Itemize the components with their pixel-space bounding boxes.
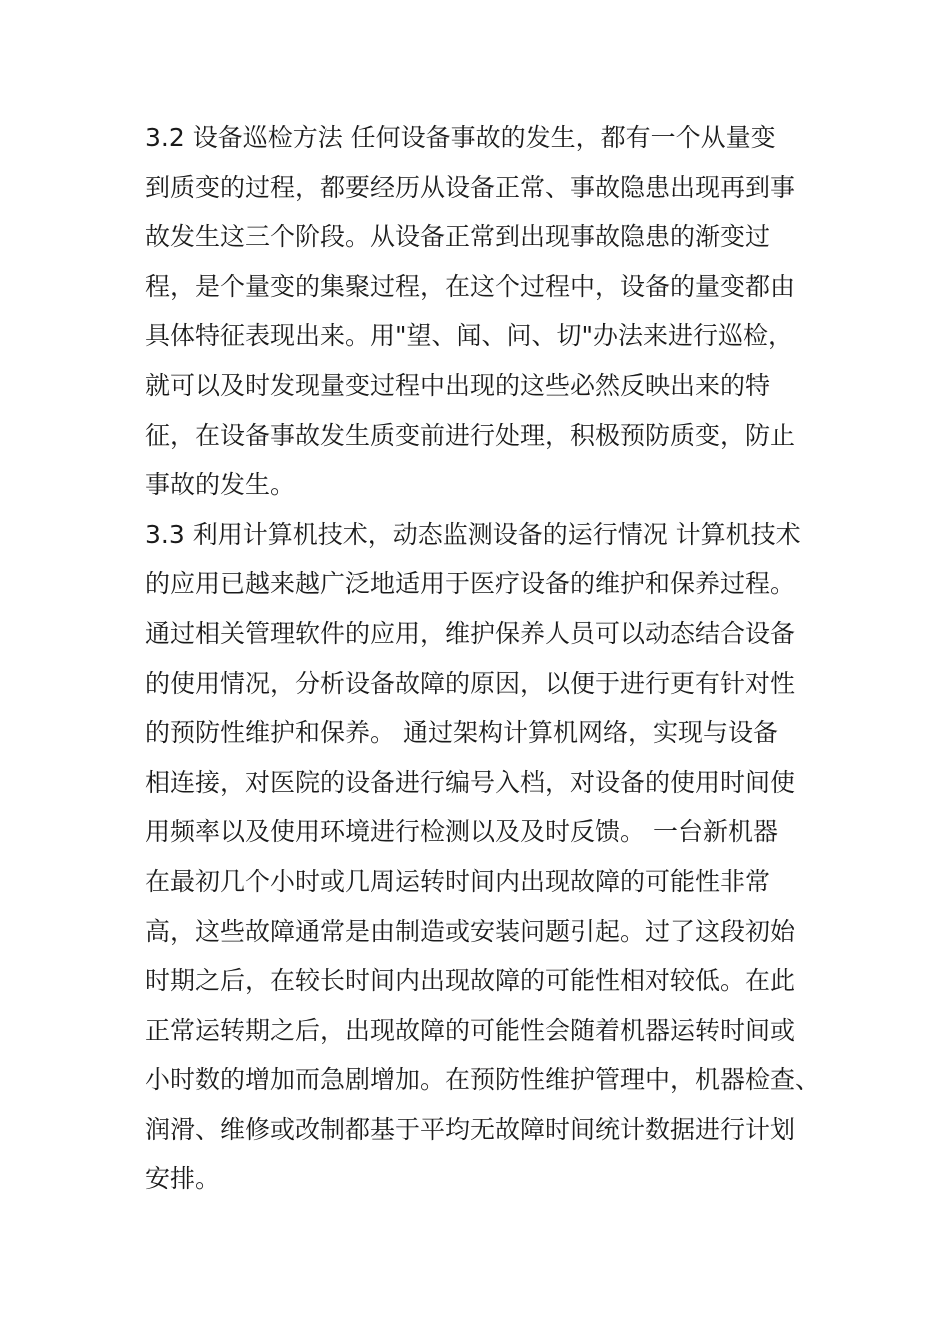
text-line-20: 小时数的增加而急剧增加。在预防性维护管理中，机器检查、 — [145, 1065, 821, 1095]
text-line-1: 3.2 设备巡检方法 任何设备事故的发生，都有一个从量变 — [145, 123, 776, 152]
text-line-11: 通过相关管理软件的应用，维护保养人员可以动态结合设备 — [145, 618, 796, 648]
text-line-9: 3.3 利用计算机技术，动态监测设备的运行情况 计算机技术 — [145, 519, 801, 549]
text-line-8: 事故的发生。 — [145, 470, 296, 500]
text-line-13: 的预防性维护和保养。 通过架构计算机网络，实现与设备 — [145, 718, 778, 748]
text-line-3: 故发生这三个阶段。从设备正常到出现事故隐患的渐变过 — [145, 222, 771, 252]
text-line-17: 高，这些故障通常是由制造或安装问题引起。过了这段初始 — [145, 916, 796, 946]
text-line-16: 在最初几个小时或几周运转时间内出现故障的可能性非常 — [145, 866, 771, 896]
text-line-18: 时期之后，在较长时间内出现故障的可能性相对较低。在此 — [145, 966, 796, 996]
body-text — [145, 113, 845, 1204]
text-line-10: 的应用已越来越广泛地适用于医疗设备的维护和保养过程。 — [145, 569, 796, 599]
text-line-12: 的使用情况，分析设备故障的原因，以便于进行更有针对性 — [145, 668, 796, 698]
text-line-22: 安排。 — [145, 1164, 221, 1194]
text-line-2: 到质变的过程，都要经历从设备正常、事故隐患出现再到事 — [145, 172, 796, 202]
text-line-7: 征，在设备事故发生质变前进行处理，积极预防质变，防止 — [145, 420, 796, 450]
text-line-19: 正常运转期之后，出现故障的可能性会随着机器运转时间或 — [145, 1015, 796, 1045]
text-line-21: 润滑、维修或改制都基于平均无故障时间统计数据进行计划 — [145, 1114, 796, 1144]
text-line-5: 具体特征表现出来。用"望、闻、问、切"办法来进行巡检， — [145, 321, 794, 351]
text-line-14: 相连接，对医院的设备进行编号入档，对设备的使用时间使 — [145, 767, 796, 797]
text-line-4: 程，是个量变的集聚过程，在这个过程中，设备的量变都由 — [145, 271, 796, 301]
text-line-6: 就可以及时发现量变过程中出现的这些必然反映出来的特 — [145, 370, 771, 400]
text-line-15: 用频率以及使用环境进行检测以及及时反馈。 一台新机器 — [145, 817, 778, 847]
